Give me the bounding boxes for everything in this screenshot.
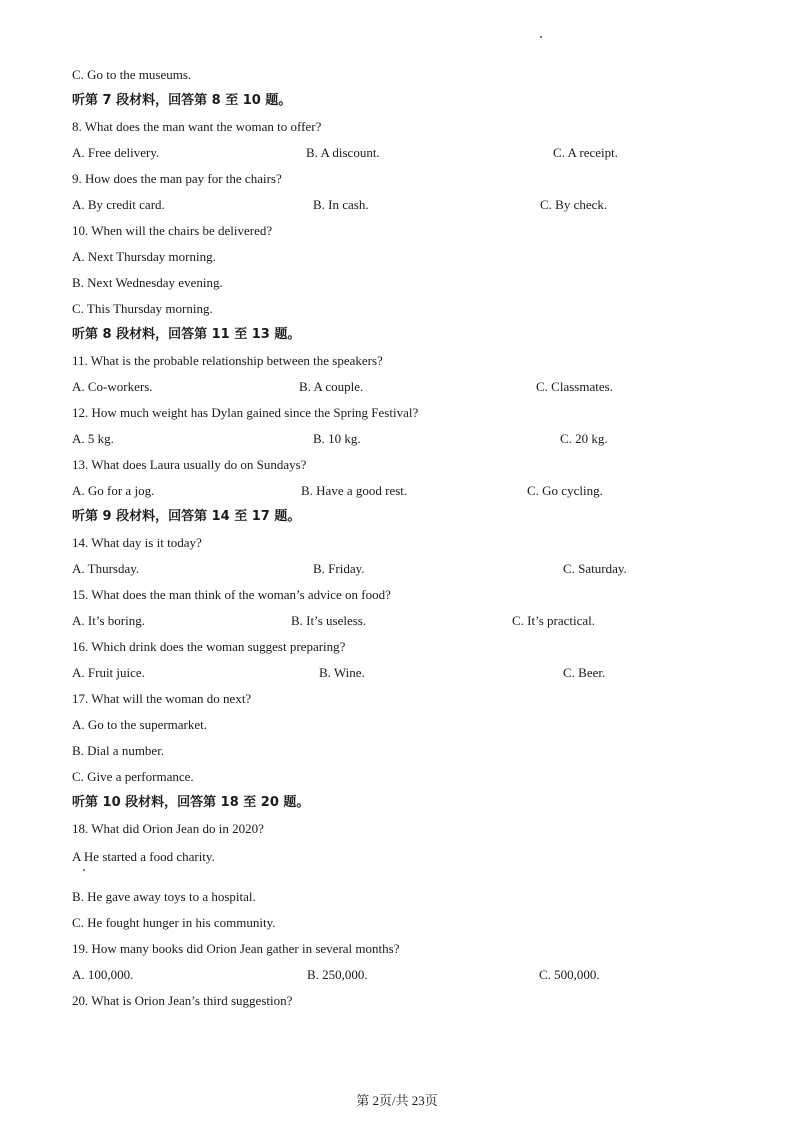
answer-option: B. 10 kg. bbox=[313, 431, 361, 446]
question-line: B. He gave away toys to a hospital. bbox=[72, 889, 256, 904]
answer-option: B. Have a good rest. bbox=[301, 483, 408, 498]
question-line: 8. What does the man want the woman to offer? bbox=[72, 119, 322, 134]
question-line: 13. What does Laura usually do on Sundays? bbox=[72, 457, 307, 472]
question-line: 14. What day is it today? bbox=[72, 535, 202, 550]
question-line: 9. How does the man pay for the chairs? bbox=[72, 171, 282, 186]
question-line: B. Dial a number. bbox=[72, 743, 165, 758]
answer-option: C. 500,000. bbox=[539, 967, 600, 982]
question-line: A. Go to the supermarket. bbox=[72, 717, 208, 732]
question-line: A. Next Thursday morning. bbox=[72, 249, 216, 264]
answer-option: B. Wine. bbox=[319, 665, 365, 680]
question-line: 20. What is Orion Jean’s third suggestion? bbox=[72, 993, 293, 1008]
answer-option: B. It’s useless. bbox=[291, 613, 367, 628]
answer-option: A. By credit card. bbox=[72, 197, 165, 212]
answer-option: C. By check. bbox=[540, 197, 608, 212]
question-line: C. This Thursday morning. bbox=[72, 301, 213, 316]
answer-option: C. Beer. bbox=[563, 665, 606, 680]
answer-option: B. A discount. bbox=[306, 145, 380, 160]
question-line: C. Go to the museums. bbox=[72, 67, 192, 82]
answer-option: A. 5 kg. bbox=[72, 431, 114, 446]
answer-option: A. Fruit juice. bbox=[72, 665, 145, 680]
question-line: 17. What will the woman do next? bbox=[72, 691, 252, 706]
question-line: A He started a food charity. bbox=[72, 849, 215, 864]
answer-option: B. A couple. bbox=[299, 379, 364, 394]
stray-dot-mid bbox=[83, 869, 85, 871]
answer-option: A. 100,000. bbox=[72, 967, 134, 982]
answer-option: A. Thursday. bbox=[72, 561, 140, 576]
answer-option: B. In cash. bbox=[313, 197, 369, 212]
section-heading: 听第 10 段材料，回答第 18 至 20 题。 bbox=[72, 795, 310, 810]
answer-option: C. Go cycling. bbox=[527, 483, 603, 498]
answer-option: C. Classmates. bbox=[536, 379, 613, 394]
section-heading: 听第 8 段材料，回答第 11 至 13 题。 bbox=[72, 327, 301, 342]
answer-option: A. Free delivery. bbox=[72, 145, 160, 160]
answer-option: A. Go for a jog. bbox=[72, 483, 155, 498]
question-line: C. Give a performance. bbox=[72, 769, 194, 784]
question-line: 18. What did Orion Jean do in 2020? bbox=[72, 821, 264, 836]
question-line: C. He fought hunger in his community. bbox=[72, 915, 276, 930]
question-line: B. Next Wednesday evening. bbox=[72, 275, 223, 290]
answer-option: B. 250,000. bbox=[307, 967, 368, 982]
stray-dot-top bbox=[540, 36, 542, 38]
answer-option: C. Saturday. bbox=[563, 561, 627, 576]
answer-option: A. It’s boring. bbox=[72, 613, 145, 628]
question-line: 15. What does the man think of the woman’s advice on food? bbox=[72, 587, 391, 602]
answer-option: B. Friday. bbox=[313, 561, 365, 576]
page-footer: 第 2页/共 23页 bbox=[356, 1093, 438, 1108]
question-line: 12. How much weight has Dylan gained since the Spring Festival? bbox=[72, 405, 419, 420]
answer-option: A. Co-workers. bbox=[72, 379, 153, 394]
answer-option: C. 20 kg. bbox=[560, 431, 608, 446]
answer-option: C. It’s practical. bbox=[512, 613, 596, 628]
question-line: 10. When will the chairs be delivered? bbox=[72, 223, 273, 238]
question-line: 19. How many books did Orion Jean gather in several months? bbox=[72, 941, 400, 956]
answer-option: C. A receipt. bbox=[553, 145, 618, 160]
section-heading: 听第 7 段材料，回答第 8 至 10 题。 bbox=[72, 93, 292, 108]
section-heading: 听第 9 段材料，回答第 14 至 17 题。 bbox=[72, 509, 301, 524]
question-line: 16. Which drink does the woman suggest preparing? bbox=[72, 639, 346, 654]
question-line: 11. What is the probable relationship between the speakers? bbox=[72, 353, 383, 368]
